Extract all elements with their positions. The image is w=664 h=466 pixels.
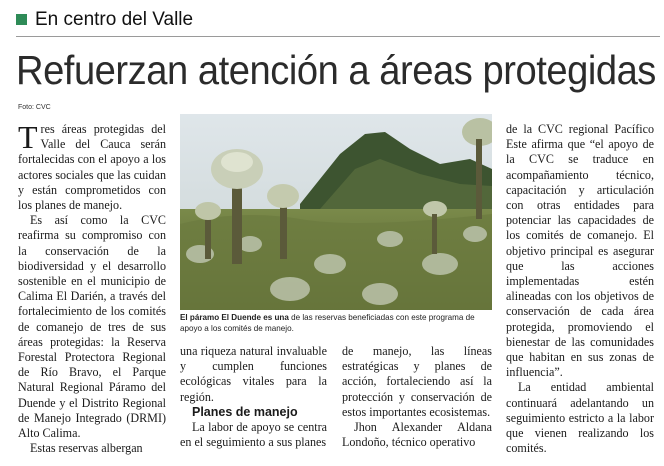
- article-column-3: [342, 344, 492, 450]
- paragraph: Jhon Alexander Aldana Londoño, técnico operativo: [342, 420, 492, 450]
- headline: Refuerzan atención a áreas protegidas: [16, 47, 656, 93]
- photo-caption: [180, 312, 492, 334]
- section-header: [16, 10, 193, 29]
- article-column-4: [506, 122, 654, 456]
- caption-text: de las reservas beneficiadas con este programa de apoyo a los comités de manejo.: [180, 313, 475, 333]
- paragraph: de manejo, las líneas estratégicas y planes de acción, fortaleciendo así la protección y conservación de estos importantes ecosistemas.: [342, 344, 492, 419]
- top-divider: [16, 36, 660, 37]
- paragraph: de la CVC regional Pacífico Este afirma que “el apoyo de la CVC se traduce en acompañamiento técnico, capacitación y articulación con otras entidades para potenciar las capacidades de los comités de comanejo. El objetivo principal es asegurar que las acciones implementadas estén alineadas con los objetivos de conservación de cada área protegida, promoviendo el bienestar de las comunidades que habitan en sus zonas de influencia”.: [506, 122, 654, 380]
- square-bullet-icon: [16, 14, 27, 25]
- paragraph: Estas reservas albergan: [30, 441, 143, 456]
- section-title: En centro del Valle: [35, 9, 194, 30]
- paragraph: una riqueza natural invaluable y cumplen funciones ecológicas vitales para la región.: [180, 344, 327, 404]
- article-column-2: [180, 344, 327, 450]
- paragraph: La entidad ambiental continuará adelantando un seguimiento estricto a la labor que vienen realizando los comités.: [506, 380, 654, 456]
- paragraph: Tres áreas protegidas del Valle del Cauca serán fortalecidas con el apoyo a los actores sociales que las cuidan y están comprometidos con los planes de manejo.: [18, 119, 166, 213]
- paragraph: La labor de apoyo se centra en el seguimiento a sus planes: [180, 420, 327, 450]
- paramo-landscape-photo: [180, 114, 492, 310]
- paragraph: Es así como la CVC reafirma su compromiso con la conservación de la biodiversidad y el desarrollo sostenible en el municipio de Calima El Darién, a través del fortalecimiento de los comités de comanejo de tres de sus áreas protegidas: la Reserva Forestal Protectora Regional de Río Bravo, el Parque Natural Regional Páramo del Duende y el Distrito Regional de Manejo Integrado (DRMI) Alto Calima.: [18, 213, 166, 441]
- photo-credit: Foto: CVC: [18, 104, 51, 111]
- drop-cap: T: [18, 119, 38, 155]
- caption-bold: El páramo El Duende es una: [180, 313, 289, 322]
- article-column-1: [18, 119, 166, 456]
- subheading: Planes de manejo: [192, 404, 298, 419]
